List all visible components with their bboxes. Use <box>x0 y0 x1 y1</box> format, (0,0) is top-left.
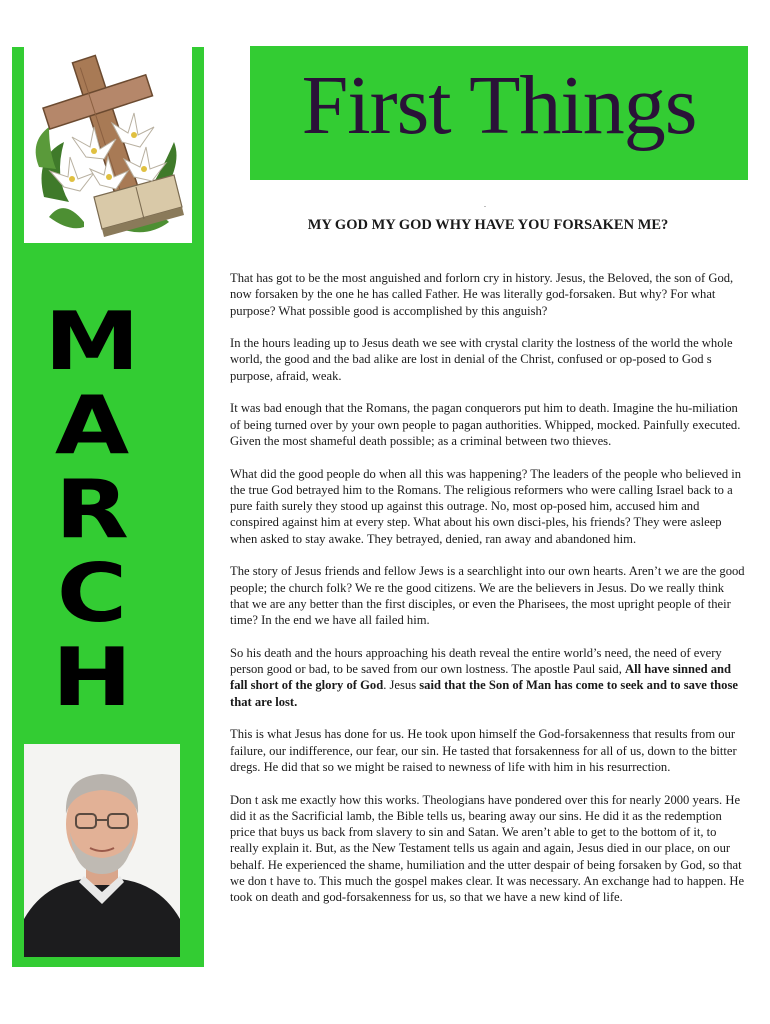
separator-dot: . <box>484 200 486 209</box>
paragraph-text: So his death and the hours approaching his death reveal the entire world’s need, the need of every person good or bad, to be saved from our own lostness. The apostle Paul said, <box>230 645 722 677</box>
portrait-icon <box>24 744 180 957</box>
cross-lilies-icon <box>24 47 192 243</box>
month-vertical-text <box>42 295 143 724</box>
article-body <box>230 270 746 922</box>
paragraph: In the hours leading up to Jesus death we see with crystal clarity the lostness of the world the whole world, the good and the bad alike are lost in denial of the Christ, confused or op-posed to God s purpose, afraid, weak. <box>230 336 733 383</box>
month-letter: H <box>51 631 133 724</box>
paragraph: It was bad enough that the Romans, the pagan conquerors put him to death. Imagine the hu-miliation of being turned over by your own people to pagan authorities. Whipped, mocked. Painfully executed. Given the most shameful death possible; as a criminal between two thieves. <box>230 401 741 448</box>
paragraph: This is what Jesus has done for us. He took upon himself the God-forsakenness that results from our failure, our indifference, our fear, our sin. He tasted that forsakenness for all of us, down to the bitter dregs. He did that so we might be raised to newness of life with him in his resurrection. <box>230 727 737 774</box>
month-letter: A <box>54 379 130 472</box>
month-letter: C <box>56 547 128 640</box>
page-title: First Things <box>301 59 697 152</box>
paragraph <box>230 645 746 710</box>
article-heading: MY GOD MY GOD WHY HAVE YOU FORSAKEN ME? <box>307 217 669 233</box>
title-banner <box>250 46 748 180</box>
author-photo <box>24 744 180 957</box>
paragraph: The story of Jesus friends and fellow Jews is a searchlight into our own hearts. Aren’t we are the good people; the church folk? We re the good citizens. We are the believers in Jesus. Do we really think that we are any better than the first disciples, or even the Pharisees, the most upright people of their time? In the end we have all failed him. <box>230 564 745 628</box>
easter-illustration <box>24 47 192 243</box>
paragraph: That has got to be the most anguished and forlorn cry in history. Jesus, the Beloved, the son of God, now forsaken by the one he has called Father. He was literally god-forsaken. But why? For what purpose? What possible good is accomplished by this anguish? <box>230 271 734 318</box>
bold-quote: said that the Son of Man has come to seek and to save those that are lost. <box>230 678 738 709</box>
paragraph: Don t ask me exactly how this works. Theologians have pondered over this for nearly 2000 years. He did it as the Sacrificial lamb, the Bible tells us, bearing away our sins. He did it as the redemption price that buys us back from slavery to sin and Satan. We aren’t able to get to the bottom of it, to really explain it. But, as the New Testament tells us again and again, Jesus died in our place, on our behalf. He experienced the shame, humiliation and the utter despair of being forsaken by God, so that we don t have to. This much the gospel makes clear. It was necessary. An exchange had to happen. He took on death and god-forsakenness for us, so that we have a new kind of life. <box>230 792 745 905</box>
paragraph: What did the good people do when all this was happening? The leaders of the people who believed in the true God betrayed him to the Romans. The religious reformers who were calling Israel back to a pure faith surely they stood up against this outrage. No, most op-posed him, accused him and conspired against him at every step. What about his own disci-ples, his friends? They were asleep when asked to stay awake. They betrayed, denied, ran away and abandoned him. <box>230 466 742 546</box>
paragraph-text: . Jesus <box>383 678 420 693</box>
month-letter: M <box>44 295 140 388</box>
month-letter: R <box>55 463 129 556</box>
bold-quote: All have sinned and fall short of the glory of God <box>230 662 732 693</box>
